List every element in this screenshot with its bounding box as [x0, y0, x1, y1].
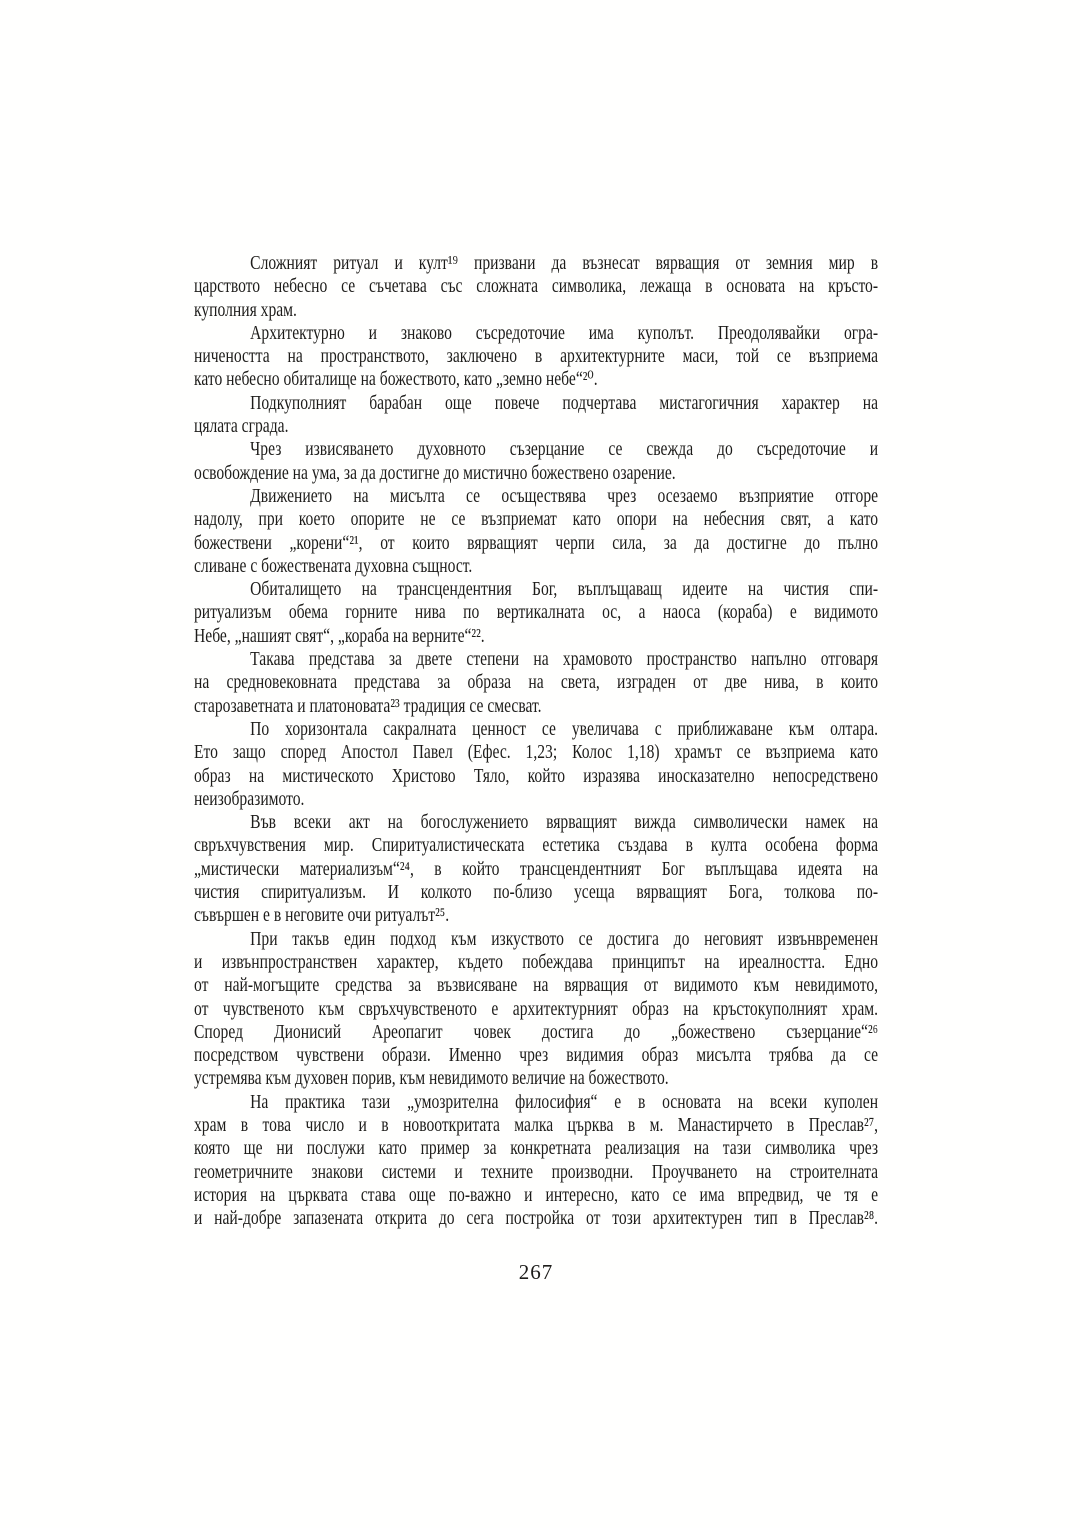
text-line: божествени „корени“²¹, от които вярващият черпи сила, за да достигне до пълно: [194, 531, 879, 554]
text-line: Архитектурно и знаково съсредоточие има куполът. Преодолявайки огра-: [250, 321, 879, 344]
text-line: съвършен е в неговите очи ритуалът²⁵.: [194, 904, 450, 927]
text-line: По хоризонтала сакралната ценност се увеличава с приближаване към олтара.: [250, 717, 879, 740]
text-line: Обиталището на трансцендентния Бог, въплъщаващ идеите на чистия спи-: [250, 578, 879, 601]
paragraph: [194, 322, 878, 392]
text-line: и извънпространствен характер, където побеждава принципът на иреалността. Едно: [194, 950, 879, 973]
text-line: Подкуполният барабан още повече подчертава мистагогичния характер на: [250, 391, 879, 414]
text-line: свръхчувствения мир. Спиритуалистическата естетика създава в култа особена форма: [194, 834, 879, 857]
text-line: която ще ни послужи като пример за конкретната реализация на тази символика чрез: [194, 1137, 879, 1160]
text-line: Небе, „нашият свят“, „кораба на верните“²².: [194, 624, 485, 647]
text-line: царството небесно се съчетава със сложната символика, лежаща в основата на кръсто-: [194, 275, 879, 298]
text-line: Във всеки акт на богослужението вярващият вижда символически намек на: [250, 811, 879, 834]
paragraph: [194, 1091, 878, 1231]
paragraph: [194, 485, 878, 578]
text-line: геометричните знакови системи и техните производни. Проучването на строителната: [194, 1160, 879, 1183]
text-line: като небесно обиталище на божеството, като „земно небе“²⁰.: [194, 368, 598, 391]
text-line: „мистически материализъм“²⁴, в който трансцендентният Бог въплъщава идеята на: [194, 857, 879, 880]
text-line: куполния храм.: [194, 298, 297, 321]
body-text: [194, 252, 878, 1230]
text-line: и най-добре запазената открита до сега постройка от този архитектурен тип в Преслав²⁸.: [194, 1207, 879, 1230]
text-line: история на църквата става още по-важно и интересно, като се има впредвид, че тя е: [194, 1183, 879, 1206]
paragraph: [194, 811, 878, 927]
text-line: Чрез извисяването духовното съзерцание се свежда до съсредоточие и: [250, 438, 879, 461]
text-line: Според Дионисий Ареопагит човек достига до „божествено съзерцание“²⁶: [194, 1020, 879, 1043]
text-line: ничеността на пространството, заключено в архитектурните маси, той се възприема: [194, 345, 879, 368]
text-line: освобождение на ума, за да достигне до мистично божествено озарение.: [194, 461, 676, 484]
text-line: сливане с божествената духовна същност.: [194, 554, 473, 577]
text-line: На практика тази „умозрителна филосифия“ е в основата на всеки куполен: [250, 1090, 879, 1113]
paragraph: [194, 718, 878, 811]
text-line: от най-могъщите средства за възвисяване на вярващия от видимото към невидимото,: [194, 974, 879, 997]
text-line: Ето защо според Апостол Павел (Ефес. 1,23; Колос 1,18) храмът се възприема като: [194, 741, 879, 764]
text-line: цялата сграда.: [194, 415, 289, 438]
text-line: Такава представа за двете степени на храмовото пространство напълно отговаря: [250, 648, 879, 671]
text-line: При такъв един подход към изкуството се достига до неговият извънвременен: [250, 927, 879, 950]
text-line: неизобразимото.: [194, 787, 305, 810]
text-line: от чувственото към свръхчувственото е архитектурният образ на кръстокуполният храм.: [194, 997, 879, 1020]
paragraph: [194, 928, 878, 1091]
text-line: посредством чувствени образи. Именно чрез видимия образ мисълта трябва да се: [194, 1044, 879, 1067]
paragraph: [194, 438, 878, 485]
text-line: ритуализъм обема горните нива по вертикалната ос, а наоса (кораба) е видимото: [194, 601, 879, 624]
text-line: Движението на мисълта се осъществява чрез осезаемо възприятие отгоре: [250, 484, 879, 507]
text-line: на средновековната представа за образа на света, изграден от две нива, в които: [194, 671, 879, 694]
text-line: чистия спиритуализъм. И колкото по-близо усеща вярващият Бога, толкова по-: [194, 881, 879, 904]
paragraph: [194, 392, 878, 439]
text-line: надолу, при което опорите не се възприемат като опори на небесния свят, а като: [194, 508, 879, 531]
page-number: 267: [518, 1260, 554, 1284]
text-line: образ на мистическото Христово Тяло, който изразява иносказателно непосредствено: [194, 764, 879, 787]
text-line: старозаветната и платоновата²³ традиция се смесват.: [194, 694, 542, 717]
text-line: устремява към духовен порив, към невидимото величие на божеството.: [194, 1067, 669, 1090]
paragraph: [194, 252, 878, 322]
text-line: Сложният ритуал и култ¹⁹ призвани да възнесат вярващия от земния мир в: [250, 252, 879, 274]
paragraph: [194, 578, 878, 648]
paragraph: [194, 648, 878, 718]
text-line: храм в това число и в новооткритата малка църква в м. Манастирчето в Преслав²⁷,: [194, 1113, 879, 1136]
